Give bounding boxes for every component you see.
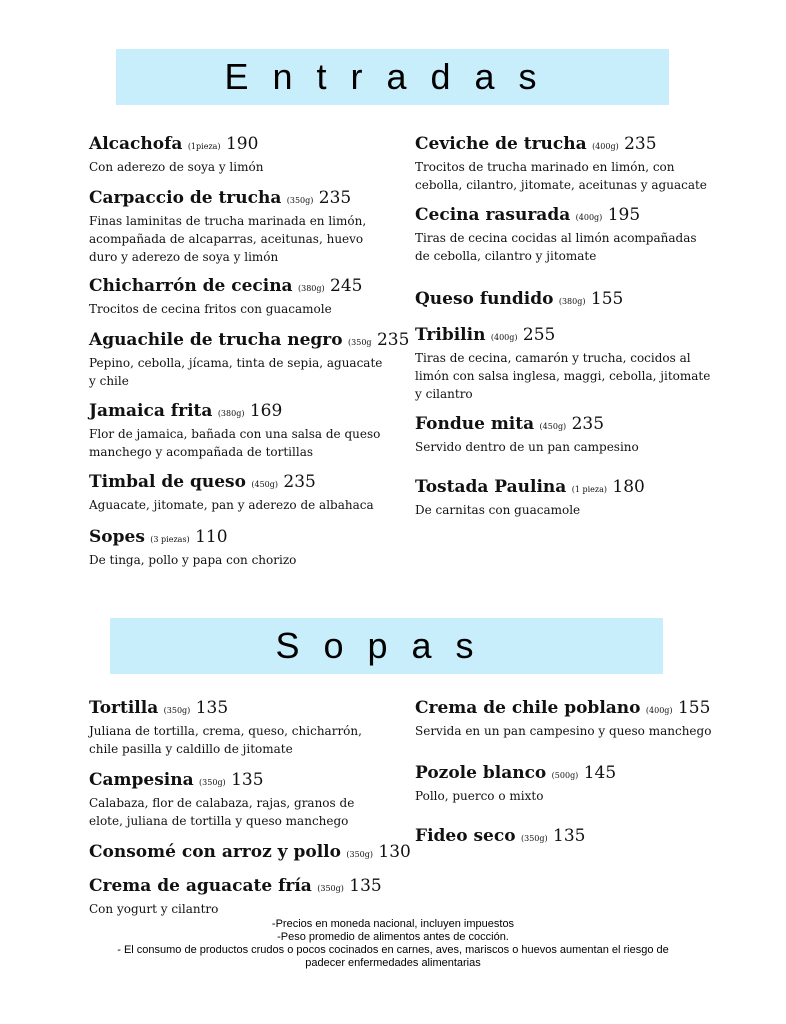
menu-item — [89, 330, 410, 390]
menu-item — [415, 826, 715, 849]
item-price: 235 — [571, 414, 605, 434]
item-price: 235 — [624, 134, 657, 154]
menu-item — [415, 289, 715, 312]
item-price: 245 — [330, 276, 363, 296]
menu-item — [89, 188, 389, 266]
menu-item — [415, 205, 715, 265]
item-weight: (500g) — [551, 771, 579, 780]
item-price: 195 — [607, 205, 641, 225]
item-price: 180 — [612, 477, 645, 497]
item-name: Alcachofa — [89, 134, 183, 154]
menu-item — [89, 527, 389, 569]
item-name: Crema de aguacate fría — [89, 876, 312, 896]
item-weight: (400g) — [575, 213, 603, 222]
menu-item — [89, 276, 389, 318]
menu-item — [89, 401, 389, 461]
item-price: 135 — [349, 876, 382, 896]
item-price: 135 — [195, 698, 229, 718]
item-price: 135 — [231, 770, 264, 790]
item-description: Servido dentro de un pan campesino — [415, 440, 639, 454]
item-description: Tiras de cecina cocidas al limón acompañadas de cebolla, cilantro y jitomate — [415, 231, 697, 263]
item-price: 155 — [677, 698, 711, 718]
item-description: Con aderezo de soya y limón — [89, 160, 264, 174]
item-weight: (1pieza) — [187, 142, 221, 151]
item-name: Queso fundido — [415, 289, 554, 309]
item-price: 255 — [522, 325, 556, 345]
menu-item — [89, 698, 389, 758]
item-name: Cecina rasurada — [415, 205, 571, 225]
item-name: Fondue mita — [415, 414, 535, 434]
item-description: Con yogurt y cilantro — [89, 902, 219, 916]
item-name: Timbal de queso — [89, 472, 246, 492]
item-weight: (380g) — [297, 284, 325, 293]
item-description: Finas laminitas de trucha marinada en limón, acompañada de alcaparras, aceitunas, huevo duro y aderezo de soya y limón — [89, 214, 367, 264]
item-weight: (350g) — [163, 706, 191, 715]
item-description: Pollo, puerco o mixto — [415, 789, 544, 803]
entradas-banner — [116, 49, 669, 105]
item-weight: (400g) — [490, 333, 518, 342]
item-description: Calabaza, flor de calabaza, rajas, granos de elote, juliana de tortilla y queso manchego — [89, 796, 355, 828]
item-name: Fideo seco — [415, 826, 516, 846]
item-price: 235 — [376, 330, 410, 350]
item-name: Carpaccio de trucha — [89, 188, 282, 208]
item-weight: (380g) — [558, 297, 586, 306]
item-description: De carnitas con guacamole — [415, 503, 581, 517]
item-name: Tortilla — [89, 698, 159, 718]
item-price: 135 — [553, 826, 586, 846]
item-name: Pozole blanco — [415, 763, 547, 783]
item-name: Campesina — [89, 770, 194, 790]
entradas-title: Entradas — [224, 56, 561, 97]
item-weight: (350g) — [286, 196, 314, 205]
item-price: 169 — [249, 401, 283, 421]
item-weight: (1 pieza) — [571, 485, 607, 494]
item-name: Sopes — [89, 527, 145, 547]
item-weight: (350g) — [520, 834, 548, 843]
item-weight: (3 piezas) — [150, 535, 190, 544]
item-description: Trocitos de cecina fritos con guacamole — [89, 302, 332, 316]
item-weight: (450g) — [539, 422, 567, 431]
sopas-title: Sopas — [275, 625, 498, 666]
item-description: De tinga, pollo y papa con chorizo — [89, 553, 297, 567]
item-name: Jamaica frita — [89, 401, 213, 421]
menu-item — [89, 472, 389, 514]
item-description: Juliana de tortilla, crema, queso, chicharrón, chile pasilla y caldillo de jitomate — [89, 724, 362, 756]
item-description: Tiras de cecina, camarón y trucha, cocidos al limón con salsa inglesa, maggi, cebolla, jitomate y cilantro — [415, 351, 711, 401]
menu-item — [415, 698, 715, 740]
menu-item — [415, 477, 715, 519]
sopas-banner — [110, 618, 663, 674]
menu-item — [89, 876, 389, 918]
menu-item — [415, 414, 715, 456]
footer-line: padecer enfermedades alimentarias — [305, 957, 481, 969]
item-description: Flor de jamaica, bañada con una salsa de queso manchego y acompañada de tortillas — [89, 427, 381, 459]
item-price: 130 — [378, 842, 411, 862]
item-weight: (380g) — [217, 409, 245, 418]
menu-item — [415, 134, 715, 194]
item-name: Consomé con arroz y pollo — [89, 842, 341, 862]
item-weight: (350g — [348, 338, 372, 347]
item-price: 145 — [583, 763, 617, 783]
menu-item — [415, 763, 715, 805]
menu-item — [415, 325, 715, 403]
menu-item — [89, 770, 389, 830]
item-price: 235 — [318, 188, 352, 208]
item-weight: (350g) — [199, 778, 226, 787]
footer-line: -Precios en moneda nacional, incluyen impuestos — [271, 918, 515, 930]
item-name: Tostada Paulina — [415, 477, 567, 497]
item-description: Servida en un pan campesino y queso manchego — [415, 724, 712, 738]
item-price: 235 — [283, 472, 316, 492]
item-name: Ceviche de trucha — [415, 134, 587, 154]
footer-line: - El consumo de productos crudos o pocos cocinados en carnes, aves, mariscos o huevos aumentan el riesgo de — [117, 944, 669, 956]
item-description: Trocitos de trucha marinado en limón, con cebolla, cilantro, jitomate, aceitunas y aguacate — [415, 160, 707, 192]
item-weight: (400g) — [645, 706, 673, 715]
item-description: Pepino, cebolla, jícama, tinta de sepia, aguacate y chile — [89, 356, 383, 388]
item-weight: (350g) — [317, 884, 344, 893]
menu-item — [89, 134, 389, 176]
item-name: Aguachile de trucha negro — [89, 330, 343, 350]
footer-line: -Peso promedio de alimentos antes de cocción. — [277, 931, 509, 943]
item-weight: (400g) — [592, 142, 619, 151]
item-price: 190 — [225, 134, 259, 154]
item-description: Aguacate, jitomate, pan y aderezo de albahaca — [89, 498, 374, 512]
menu-item — [89, 842, 411, 865]
item-price: 110 — [195, 527, 228, 547]
item-name: Tribilin — [415, 325, 486, 345]
item-weight: (350g) — [346, 850, 373, 859]
footer-notes — [0, 918, 786, 970]
item-name: Crema de chile poblano — [415, 698, 641, 718]
item-price: 155 — [590, 289, 624, 309]
item-weight: (450g) — [251, 480, 279, 489]
item-name: Chicharrón de cecina — [89, 276, 293, 296]
